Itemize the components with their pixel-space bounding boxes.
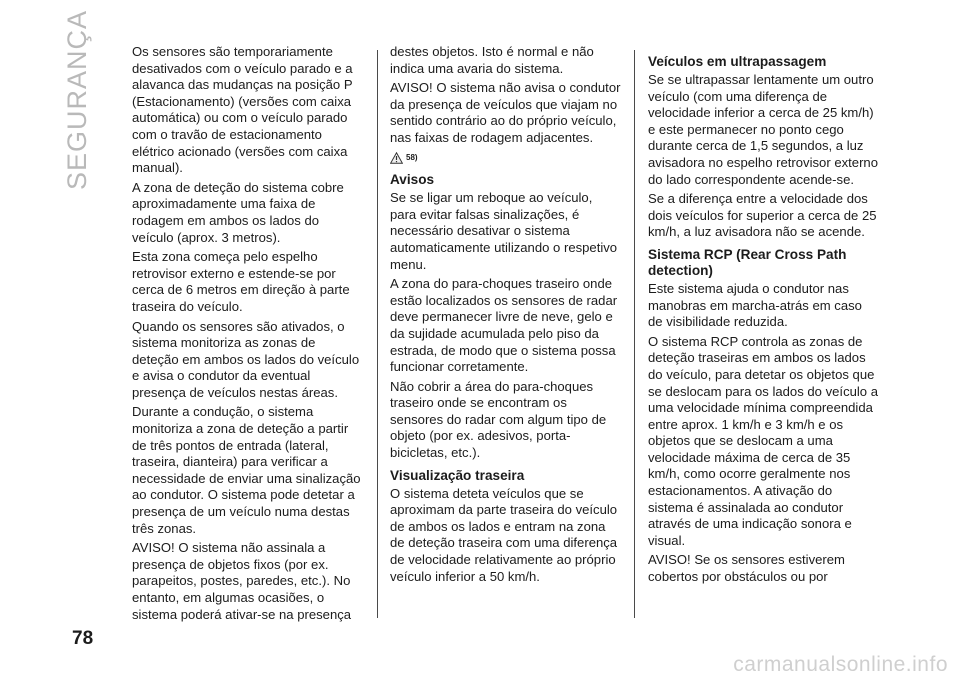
paragraph: Não cobrir a área do para-choques traseiro onde se encontram os sensores do radar com algum tipo de objeto (por ex. adesivos, porta-bicicletas, etc.). (390, 378, 607, 461)
paragraph: AVISO! O sistema não assinala a presença de objetos fixos (por ex. parapeitos, postes, paredes, etc.). No entanto, em algumas ocasiões, o sistema poderá ativar-se na presença (132, 540, 352, 622)
paragraph: Se se ligar um reboque ao veículo, para evitar falsas sinalizações, é necessário desativar o sistema automaticamente utilizando o respetivo menu. (390, 190, 618, 272)
paragraph: O sistema RCP controla as zonas de deteção traseiras em ambos os lados do veículo, para detetar os objetos que se deslocam para os lados do veículo a uma velocidade mínima compreendida entre aprox. 1 km/h e 3 km/h e os objetos que se deslocam a uma velocidade máxima de cerca de 35 km/h, como ocorre geralmente nos estacionamentos. A ativação do sistema é assinalada ao condutor através de uma indicação sonora e visual. (648, 333, 879, 548)
paragraph: Durante a condução, o sistema monitoriza a zona de deteção a partir de três pontos de entrada (lateral, traseira, dianteira) para verificar a necessidade de enviar uma sinalização ao condutor. O sistema pode detetar a presença de um veículo numa destas três zonas. (132, 404, 361, 536)
warning-triangle-icon (390, 152, 403, 164)
heading-sistema-rcp: Sistema RCP (Rear Cross Path detection) (648, 246, 847, 278)
watermark: carmanualsonline.info (733, 653, 948, 676)
column-divider (634, 50, 635, 618)
paragraph: Os sensores são temporariamente desativados com o veículo parado e a alavanca das mudanças na posição P (Estacionamento) (versões com caixa automática) ou com o veículo parado com o travão de estacionamento elétrico acionado (versões com caixa manual). (132, 44, 353, 176)
paragraph: A zona de deteção do sistema cobre aproximadamente uma faixa de rodagem em ambos os lados do veículo (aprox. 3 metros). (132, 179, 344, 245)
paragraph: A zona do para-choques traseiro onde estão localizados os sensores de radar deve permanecer livre de neve, gelo e da sujidade acumulada pelo piso da estrada, de modo que o sistema possa funcionar corretamente. (390, 276, 618, 375)
section-title: SEGURANÇA (62, 9, 92, 190)
paragraph: Este sistema ajuda o condutor nas manobras em marcha-atrás em caso de visibilidade reduzida. (648, 280, 862, 330)
paragraph: Esta zona começa pelo espelho retrovisor externo e estende-se por cerca de 6 metros em direção à parte traseira do veículo. (132, 249, 350, 314)
paragraph: Quando os sensores são ativados, o sistema monitoriza as zonas de deteção em ambos os lados do veículo e avisa o condutor da eventual presença de veículos nestas áreas. (132, 318, 360, 400)
heading-visualizacao-traseira: Visualização traseira (390, 467, 525, 483)
heading-avisos: Avisos (390, 172, 435, 188)
paragraph: Se se ultrapassar lentamente um outro veículo (com uma diferença de velocidade inferior a cerca de 25 km/h) e este permanecer no ponto cego durante cerca de 1,5 segundos, a luz avisadora no espelho retrovisor externo do lado correspondente acende-se. (648, 72, 878, 187)
paragraph: destes objetos. Isto é normal e não indica uma avaria do sistema. (390, 44, 594, 76)
paragraph: AVISO! O sistema não avisa o condutor da presença de veículos que viajam no sentido contrário ao do próprio veículo, nas faixas de rodagem adjacentes. (390, 80, 621, 145)
page-number: 78 (72, 628, 94, 649)
text-column-2 (390, 44, 622, 588)
paragraph: AVISO! Se os sensores estiverem cobertos por obstáculos ou por (648, 552, 845, 585)
text-column-1 (132, 44, 364, 626)
heading-veiculos-ultrapassagem: Veículos em ultrapassagem (648, 54, 827, 69)
paragraph: O sistema deteta veículos que se aproximam da parte traseira do veículo de ambos os lados e entram na zona de deteção traseira com uma diferença de velocidade relativamente ao próprio veículo inferior a 50 km/h. (390, 485, 618, 584)
warning-reference (390, 150, 622, 167)
text-column-3 (648, 44, 880, 589)
warning-ref-number: 58) (406, 152, 418, 162)
column-divider (377, 50, 378, 618)
paragraph: Se a diferença entre a velocidade dos dois veículos for superior a cerca de 25 km/h, a luz avisadora não se acende. (648, 191, 877, 240)
